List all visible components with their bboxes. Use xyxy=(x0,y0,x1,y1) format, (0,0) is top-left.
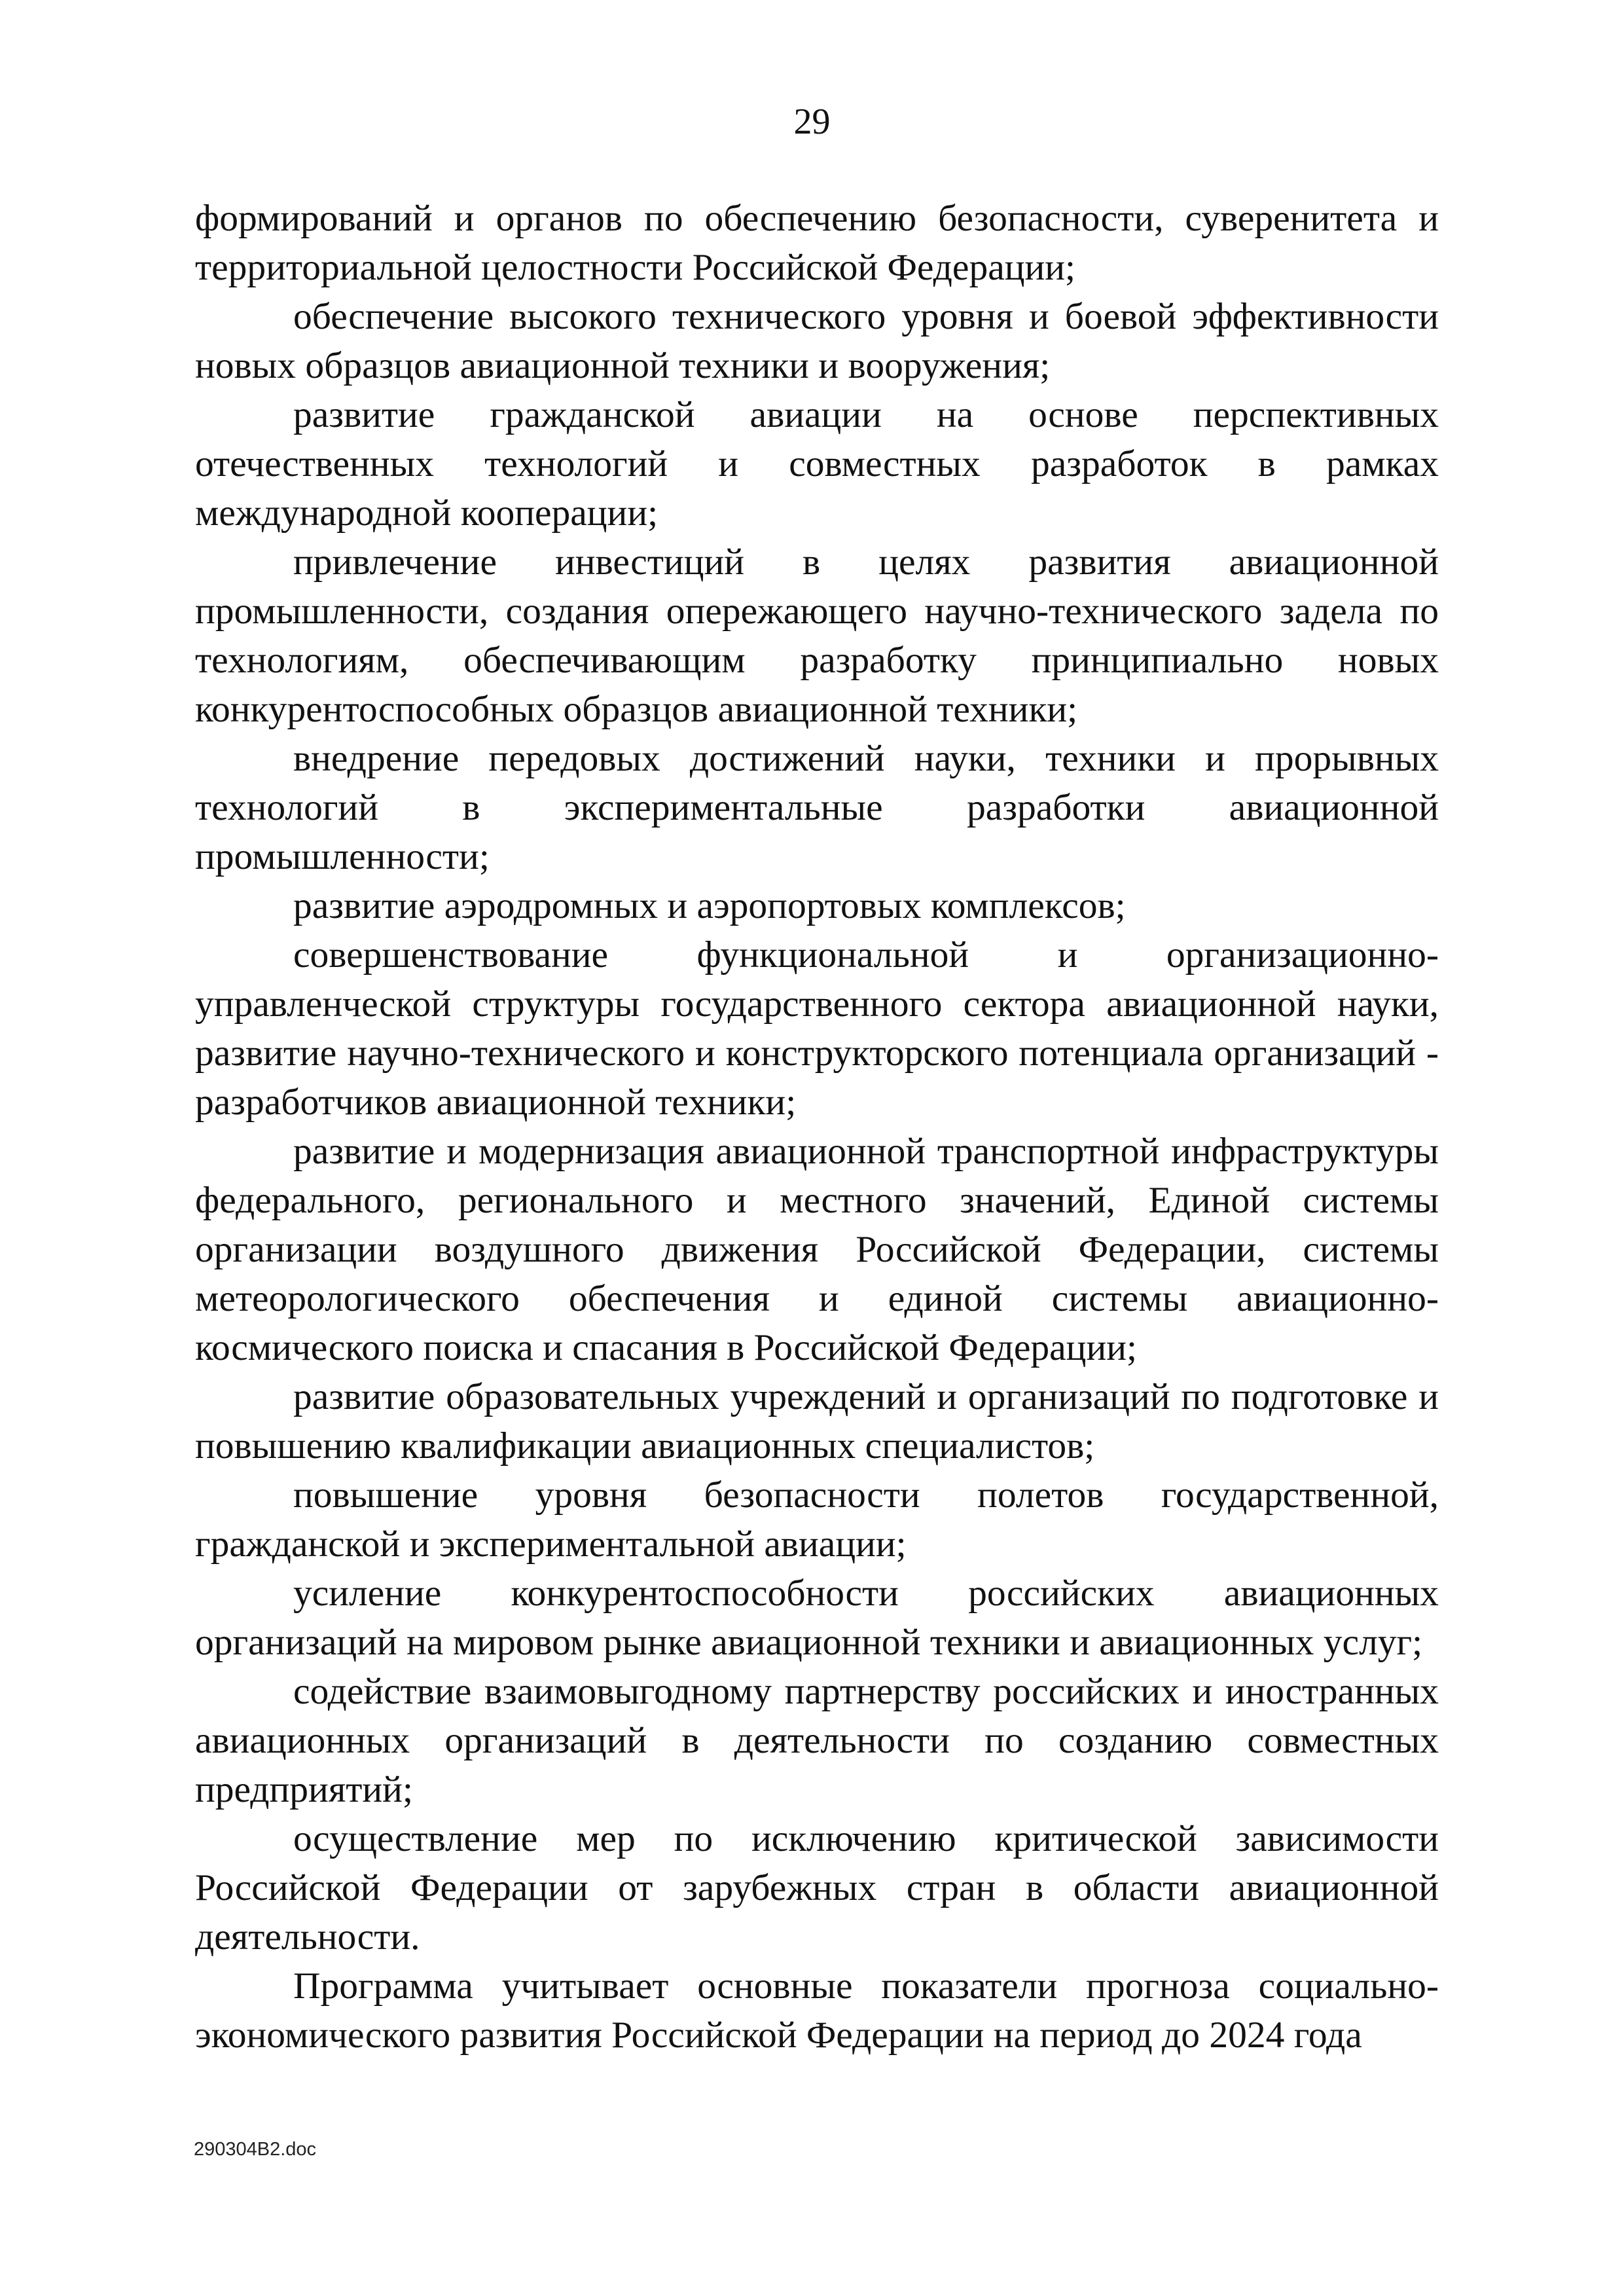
list-item-structure-improvement: совершенствование функциональной и организационно-управленческой структуры государственного сектора авиационной науки, развитие научно-технического и конструкторского потенциала организаций - разработчиков авиационной техники; xyxy=(195,934,1439,1123)
list-item-competitiveness: усиление конкурентоспособности российских авиационных организаций на мировом рынке авиационной техники и авиационных услуг; xyxy=(195,1573,1439,1663)
list-item-civil-aviation: развитие гражданской авиации на основе перспективных отечественных технологий и совместных разработок в рамках международной кооперации; xyxy=(195,394,1439,534)
footer-file-code: 290304B2.doc xyxy=(194,2139,317,2160)
list-item-science-introduction: внедрение передовых достижений науки, техники и прорывных технологий в экспериментальные разработки авиационной промышленности; xyxy=(195,738,1439,877)
list-item-partnership: содействие взаимовыгодному партнерству российских и иностранных авиационных организаций в деятельности по созданию совместных предприятий; xyxy=(195,1671,1439,1810)
page-number: 29 xyxy=(793,101,831,142)
document-body xyxy=(195,194,1439,2060)
list-item-dependency-reduction: осуществление мер по исключению критической зависимости Российской Федерации от зарубежных стран в области авиационной деятельности. xyxy=(195,1818,1439,1958)
paragraph-continuation: формирований и органов по обеспечению безопасности, суверенитета и территориальной целостности Российской Федерации; xyxy=(195,198,1439,288)
list-item-high-tech-level: обеспечение высокого технического уровня и боевой эффективности новых образцов авиационной техники и вооружения; xyxy=(195,296,1439,386)
list-item-flight-safety: повышение уровня безопасности полетов государственной, гражданской и экспериментальной авиации; xyxy=(195,1474,1439,1565)
list-item-airports: развитие аэродромных и аэропортовых комплексов; xyxy=(293,885,1126,926)
list-item-infrastructure: развитие и модернизация авиационной транспортной инфраструктуры федерального, регионального и местного значений, Единой системы организации воздушного движения Российской Федерации, системы метеорологического обеспечения и единой системы авиационно-космического поиска и спасания в Российской Федерации; xyxy=(195,1131,1439,1368)
list-item-education: развитие образовательных учреждений и организаций по подготовке и повышению квалификации авиационных специалистов; xyxy=(195,1376,1439,1467)
paragraph-program-forecast: Программа учитывает основные показатели прогноза социально-экономического развития Российской Федерации на период до 2024 года xyxy=(195,1965,1439,2056)
list-item-investments: привлечение инвестиций в целях развития авиационной промышленности, создания опережающего научно-технического задела по технологиям, обеспечивающим разработку принципиально новых конкурентоспособных образцов авиационной техники; xyxy=(195,541,1439,730)
